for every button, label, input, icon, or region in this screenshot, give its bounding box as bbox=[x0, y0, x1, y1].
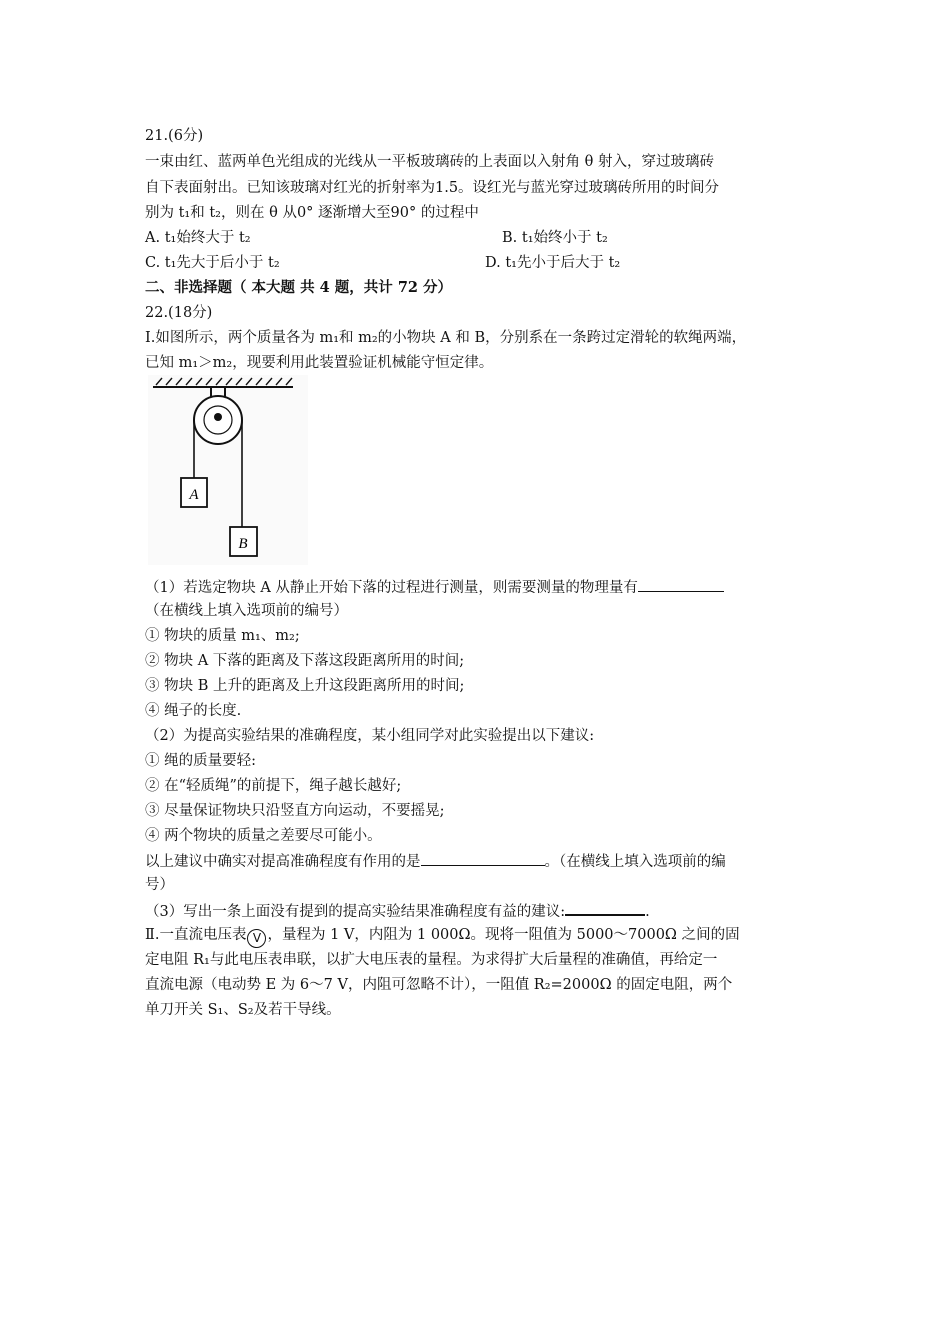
q22-sub1-line2: （在横线上填入选项前的编号） bbox=[145, 603, 348, 619]
q22-sub2-option3: ③ 尽量保证物块只沿竖直方向运动，不要摇晃; bbox=[145, 803, 445, 819]
q22-sub2-option2: ② 在“轻质绳”的前提下，绳子越长越好; bbox=[145, 778, 402, 794]
q22-sub1-option4: ④ 绳子的长度. bbox=[145, 703, 242, 719]
q22-sub3 bbox=[145, 900, 650, 922]
q22-part2-line4: 单刀开关 S₁、S₂及若干导线。 bbox=[145, 1002, 341, 1018]
q21-header: 21.(6分) bbox=[145, 128, 204, 144]
q22-sub2-option1: ① 绳的质量要轻: bbox=[145, 753, 256, 769]
voltmeter-symbol-icon: V bbox=[247, 929, 266, 948]
q22-header: 22.(18分) bbox=[145, 305, 213, 321]
q22-part2-line3: 直流电源（电动势 E 为 6～7 V，内阻可忽略不计），一阻值 R₂=2000Ω 的固定电阻，两个 bbox=[145, 977, 733, 993]
answer-blank-2[interactable] bbox=[421, 851, 545, 866]
q22-part2-text-b: ，量程为 1 V，内阻为 1 000Ω。现将一阻值为 5000～7000Ω 之间的固 bbox=[267, 927, 740, 943]
q22-sub2-question-c: 号） bbox=[145, 877, 174, 893]
q21-option-d: D. t₁先小于后大于 t₂ bbox=[485, 255, 621, 271]
q21-option-b: B. t₁始终小于 t₂ bbox=[502, 230, 608, 246]
q22-sub2-question-b: 。（在横线上填入选项前的编 bbox=[544, 854, 726, 870]
q22-sub1-line1 bbox=[145, 577, 724, 598]
answer-blank-3[interactable] bbox=[565, 900, 645, 916]
q21-option-c: C. t₁先大于后小于 t₂ bbox=[145, 255, 280, 271]
pulley-diagram bbox=[148, 375, 308, 565]
q21-text-line2: 自下表面射出。已知该玻璃对红光的折射率为1.5。设红光与蓝光穿过玻璃砖所用的时间分 bbox=[145, 180, 720, 196]
answer-blank-1[interactable] bbox=[638, 577, 724, 592]
q22-part2-line2: 定电阻 R₁与此电压表串联，以扩大电压表的量程。为求得扩大后量程的准确值，再给定一 bbox=[145, 952, 718, 968]
q22-part1-line1: Ⅰ.如图所示，两个质量各为 m₁和 m₂的小物块 A 和 B，分别系在一条跨过定滑轮的软绳两端， bbox=[145, 330, 747, 346]
block-b-label: B bbox=[238, 536, 248, 552]
q22-sub2-option4: ④ 两个物块的质量之差要尽可能小。 bbox=[145, 828, 382, 844]
q21-option-a: A. t₁始终大于 t₂ bbox=[145, 230, 251, 246]
q22-part1-line2: 已知 m₁＞m₂，现要利用此装置验证机械能守恒定律。 bbox=[145, 355, 494, 371]
q22-part2-text-a: Ⅱ.一直流电压表 bbox=[145, 927, 247, 943]
q22-sub2-question bbox=[145, 851, 726, 872]
q22-sub2-question-a: 以上建议中确实对提高准确程度有作用的是 bbox=[145, 854, 421, 870]
q22-sub3-period: . bbox=[645, 904, 650, 920]
q22-sub1-text: （1）若选定物块 A 从静止开始下落的过程进行测量，则需要测量的物理量有 bbox=[145, 580, 638, 596]
section-2-heading: 二、非选择题（ 本大题 共 4 题，共计 72 分） bbox=[145, 279, 453, 296]
q21-text-line1: 一束由红、蓝两单色光组成的光线从一平板玻璃砖的上表面以入射角 θ 射入，穿过玻璃砖 bbox=[145, 154, 714, 170]
q21-text-line3: 别为 t₁和 t₂，则在 θ 从0° 逐渐增大至90° 的过程中 bbox=[145, 205, 479, 221]
q22-sub1-option1: ① 物块的质量 m₁、m₂; bbox=[145, 628, 300, 644]
q22-part2-line1 bbox=[145, 925, 740, 948]
q22-sub3-text: （3）写出一条上面没有提到的提高实验结果准确程度有益的建议: bbox=[145, 904, 566, 920]
q22-sub1-option3: ③ 物块 B 上升的距离及上升这段距离所用的时间; bbox=[145, 678, 465, 694]
block-a-label: A bbox=[189, 487, 199, 503]
q22-sub2-line1: （2）为提高实验结果的准确程度，某小组同学对此实验提出以下建议: bbox=[145, 728, 595, 744]
q22-sub1-option2: ② 物块 A 下落的距离及下落这段距离所用的时间; bbox=[145, 653, 465, 669]
